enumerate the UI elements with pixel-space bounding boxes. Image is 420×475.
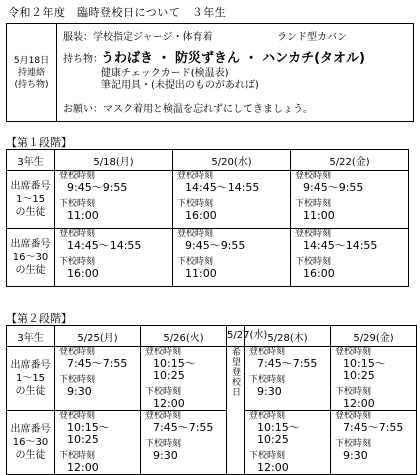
- stage1-group-2-label: 出席番号 16〜30 の生徒: [7, 229, 55, 287]
- stage1-title: 【第１段階】: [6, 136, 72, 149]
- stage2-cell: 登校時刻 10:15〜10:25 下校時刻 12:00: [141, 347, 227, 411]
- stage2-table: [6, 325, 417, 475]
- notice-box: [6, 23, 414, 122]
- notice-items-label: (持ち物): [14, 79, 49, 90]
- notice-date: 5月18日: [13, 55, 50, 66]
- items-label: 持ち物：: [63, 54, 103, 65]
- stage2-grade: 3年生: [7, 326, 55, 347]
- stage2-date-5: 5/29(金): [331, 326, 417, 347]
- hope-day-text: 希望登校日: [230, 347, 240, 397]
- stage1-date-1: 5/18(月): [55, 150, 173, 171]
- page-title: 令和２年度 臨時登校日について ３年生: [8, 6, 227, 19]
- items-sub-1: 健康チェックカード(検温表): [101, 68, 229, 79]
- stage2-title: 【第２段階】: [6, 312, 72, 325]
- stage2-date-4: 5/28(木): [245, 326, 331, 347]
- stage2-cell: 登校時刻 10:15〜10:25 下校時刻 12:00: [331, 347, 417, 411]
- stage2-date-1: 5/25(月): [55, 326, 141, 347]
- stage2-group-2-label: 出席番号 16〜30 の生徒: [7, 411, 55, 475]
- stage2-cell: 登校時刻 7:45〜7:55 下校時刻 9:30: [141, 411, 227, 475]
- stage2-cell: 登校時刻 7:45〜7:55 下校時刻 9:30: [245, 347, 331, 411]
- stage1-date-2: 5/20(水): [173, 150, 291, 171]
- notice-date-cell: [7, 24, 57, 121]
- stage1-grade: 3年生: [7, 150, 55, 171]
- stage1-cell: 登校時刻 14:45〜14:55 下校時刻 16:00: [173, 171, 291, 229]
- hope-day-cell: [227, 347, 245, 475]
- stage1-cell: 登校時刻 9:45〜9:55 下校時刻 11:00: [291, 171, 409, 229]
- stage1-cell: 登校時刻 14:45〜14:55 下校時刻 16:00: [55, 229, 173, 287]
- request-text: お願い：マスク着用と検温を忘れずにしてきましょう。: [63, 104, 313, 115]
- stage2-date-3: 5/27(水): [227, 326, 245, 347]
- stage2-cell: 登校時刻 10:15〜10:25 下校時刻 12:00: [245, 411, 331, 475]
- stage1-table: [6, 149, 409, 287]
- items-sub-2: 筆記用具・(未提出のものがあれば): [101, 80, 259, 91]
- stage2-cell: 登校時刻 10:15〜10:25 下校時刻 12:00: [55, 411, 141, 475]
- stage1-date-3: 5/22(金): [291, 150, 409, 171]
- stage1-cell: 登校時刻 9:45〜9:55 下校時刻 11:00: [173, 229, 291, 287]
- stage2-group-1-label: 出席番号 1〜15 の生徒: [7, 347, 55, 411]
- stage1-group-1-label: 出席番号 1〜15 の生徒: [7, 171, 55, 229]
- stage2-date-2: 5/26(火): [141, 326, 227, 347]
- notice-contact-label: 持連絡: [17, 67, 45, 78]
- bag-text: ランド型カバン: [277, 32, 347, 43]
- items-main: うわばき ・ 防災ずきん ・ ハンカチ(タオル): [101, 51, 365, 66]
- stage2-cell: 登校時刻 7:45〜7:55 下校時刻 9:30: [55, 347, 141, 411]
- stage1-cell: 登校時刻 9:45〜9:55 下校時刻 11:00: [55, 171, 173, 229]
- stage1-cell: 登校時刻 14:45〜14:55 下校時刻 16:00: [291, 229, 409, 287]
- stage2-cell: 登校時刻 7:45〜7:55 下校時刻 9:30: [331, 411, 417, 475]
- clothing-text: 服装：学校指定ジャージ・体育着: [63, 32, 213, 43]
